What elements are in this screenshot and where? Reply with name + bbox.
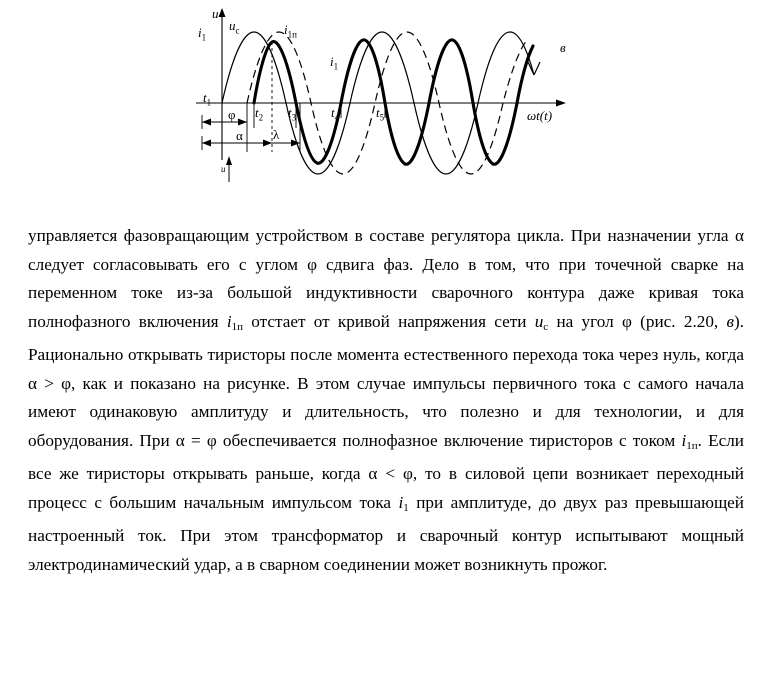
curve-label-i1p: $i_{1п}$ [284, 22, 297, 40]
dim-arrow-phi-right [238, 119, 247, 126]
curve-label-i1-left: $i_1$ [198, 25, 207, 43]
time-mark-t3: $t_3$ [288, 105, 297, 123]
angle-label-lambda: λ [273, 127, 280, 142]
time-mark-t4: $t_4$ [331, 105, 340, 123]
stray-arrow-head [226, 156, 232, 165]
dim-arrow-phi-left [202, 119, 211, 126]
paragraph-1: управляется фазовращающим устройством в составе регулятора цикла. При назначении угла α следует согласовывать его с углом φ сдвига фаз. Дело в том, что при точечной сварке на переменном токе из-за большой индуктивности сварочного контура даже кривая тока полнофазного включения $i_{1п}$ отстает от кривой напряжения сети $u_с$ на угол φ (рис. 2.20, в). Рационально открывать тиристоры после момента естественного перехода тока через нуль, когда α > φ, как и показано на рисунке. В этом случае импульсы первичного тока с самого начала имеют одинаковую амплитуду и длительность, что полезно и для технологии, и для оборудования. При α = φ обеспечивается полнофазное включение тиристоров с током $i_{1п}$. Если все же тиристоры открывать раньше, когда α < φ, то в силовой цепи возникает переходный процесс с большим начальным импульсом тока $i_1$ при амплитуде, до двух раз превышающей настроенный ток. При этом трансформатор и сварочный контур испытывают мощный электродинамический удар, а в сварном соединении может возникнуть прожог. [28, 226, 745, 574]
axis-horizontal-arrow [556, 100, 566, 107]
dim-arrow-alpha-left [202, 140, 211, 147]
curve-i1-pulse-3 [405, 40, 493, 164]
curve-i1-pulse-4 [493, 46, 533, 164]
axis-label-omega-t: ωt(t) [527, 108, 553, 123]
figure-waveform-diagram [0, 0, 772, 205]
dim-arrow-alpha-right [263, 140, 272, 147]
figure-panel-letter: в [560, 40, 566, 55]
axis-label-u: u [212, 6, 219, 21]
stray-mark-text: и [221, 164, 226, 174]
time-mark-t5: $t_5$ [376, 105, 385, 123]
time-mark-t2: $t_2$ [255, 105, 264, 123]
angle-label-phi: φ [228, 107, 236, 122]
axis-vertical-arrow [219, 8, 226, 17]
body-text-block [28, 222, 744, 579]
curve-label-uc: $u_c$ [229, 18, 240, 36]
time-mark-t1: $t_1$ [203, 90, 212, 108]
waveform-svg [0, 0, 772, 205]
angle-label-alpha: α [236, 128, 243, 143]
curve-label-i1: $i_1$ [330, 54, 339, 72]
